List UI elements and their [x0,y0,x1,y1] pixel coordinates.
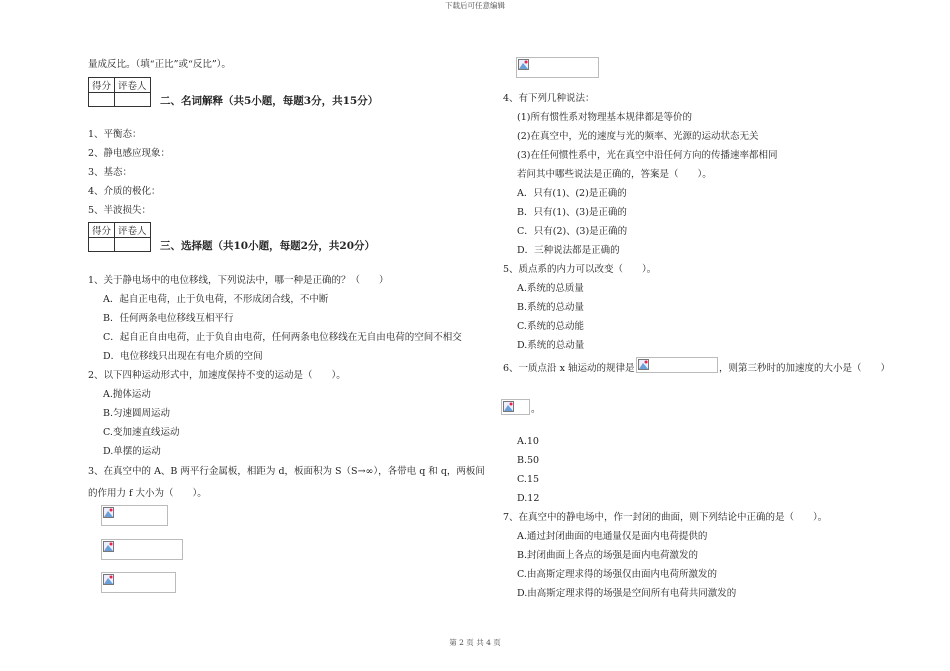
q6-stem-b: ，则第三秒时的加速度的大小是（ ） [719,363,891,374]
q1-option-c: C．起自正自由电荷，止于负自由电荷，任何两条电位移线在无自由电荷的空间不相交 [103,332,462,343]
broken-image-icon [638,359,649,370]
q3-option-image-3 [101,572,176,593]
q3-option-image-4 [516,57,599,78]
page-header: 下载后可任意编辑 [445,1,505,10]
q3-stem-line1: 3、在真空中的 A、B 两平行金属板，相距为 d，板面积为 S（S→∞），各带电 q 和 q，两板间 [88,466,485,477]
q5-stem: 5、质点系的内力可以改变（ ）。 [503,264,657,275]
page-footer: 第 2 页 共 4 页 [449,638,501,647]
score-box-2 [88,222,151,252]
term-3: 3、基态： [88,167,133,178]
q7-option-a: A.通过封闭曲面的电通量仅是面内电荷提供的 [517,531,708,542]
broken-image-icon [103,574,114,585]
q5-option-d: D.系统的总动量 [517,340,585,351]
q2-option-c: C.变加速直线运动 [103,427,180,438]
term-1: 1、平衡态： [88,129,142,140]
score-cell[interactable] [89,93,115,107]
q4-stem: 4、有下列几种说法： [503,93,595,104]
q2-stem: 2、以下四种运动形式中，加速度保持不变的运动是（ ）。 [88,370,346,381]
q1-option-a: A．起自正电荷，止于负电荷，不形成闭合线，不中断 [103,294,329,305]
q4-statement-1: (1)所有惯性系对物理基本规律都是等价的 [517,112,692,123]
q3-option-image-1 [101,505,168,526]
term-2: 2、静电感应现象： [88,148,171,159]
broken-image-icon [503,401,514,412]
broken-image-icon [518,59,529,70]
q7-option-d: D.由高斯定理求得的场强是空间所有电荷共同激发的 [517,588,737,599]
grader-cell[interactable] [115,238,151,252]
q5-option-a: A.系统的总质量 [517,283,584,294]
intro-tail: 量成反比。（填“正比”或“反比”）。 [88,59,231,70]
broken-image-icon [103,507,114,518]
q1-option-d: D．电位移线只出现在有电介质的空间 [103,351,263,362]
score-box [88,77,151,107]
q4-statement-2: (2)在真空中，光的速度与光的频率、光源的运动状态无关 [517,131,759,142]
section2-title: 二、名词解释（共5小题，每题3分，共15分） [160,95,379,107]
q6-tail: 。 [531,404,541,415]
q4-ask: 若问其中哪些说法是正确的，答案是（ ）。 [517,169,712,180]
q5-option-b: B.系统的总动量 [517,302,585,313]
q7-option-c: C.由高斯定理求得的场强仅由面内电荷所激发的 [517,569,717,580]
q4-option-a: A．只有(1)、(2)是正确的 [517,188,627,199]
grader-label: 评卷人 [115,78,151,93]
q6-option-a: A.10 [517,436,539,447]
score-label: 得分 [89,223,115,238]
q3-option-image-2 [101,539,183,560]
q6-option-d: D.12 [517,493,540,504]
score-label: 得分 [89,78,115,93]
grader-label: 评卷人 [115,223,151,238]
q1-stem: 1、关于静电场中的电位移线，下列说法中，哪一种是正确的？（ ） [88,275,389,286]
grader-cell[interactable] [115,93,151,107]
q6-answer-image [501,399,530,415]
score-cell[interactable] [89,238,115,252]
q4-option-d: D．三种说法都是正确的 [517,245,620,256]
q2-option-a: A.抛体运动 [103,389,151,400]
q4-option-c: C．只有(2)、(3)是正确的 [517,226,628,237]
q2-option-b: B.匀速圆周运动 [103,408,171,419]
q7-stem: 7、在真空中的静电场中，作一封闭的曲面，则下列结论中正确的是（ ）。 [503,512,828,523]
q6-formula-image [636,357,718,373]
q4-statement-3: (3)在任何惯性系中，光在真空中沿任何方向的传播速率都相同 [517,150,778,161]
term-5: 5、半波损失： [88,205,152,216]
q6-option-c: C.15 [517,474,540,485]
q7-option-b: B.封闭曲面上各点的场强是面内电荷激发的 [517,550,699,561]
q6-option-b: B.50 [517,455,540,466]
q2-option-d: D.单摆的运动 [103,446,161,457]
q4-option-b: B．只有(1)、(3)是正确的 [517,207,627,218]
q5-option-c: C.系统的总动能 [517,321,584,332]
q1-option-b: B．任何两条电位移线互相平行 [103,313,234,324]
q6-stem-a: 6、一质点沿 x 轴运动的规律是 [503,363,635,374]
section3-title: 三、选择题（共10小题，每题2分，共20分） [160,240,376,252]
broken-image-icon [103,541,114,552]
term-4: 4、介质的极化： [88,186,161,197]
q3-stem-line2: 的作用力 f 大小为（ ）。 [88,488,207,499]
